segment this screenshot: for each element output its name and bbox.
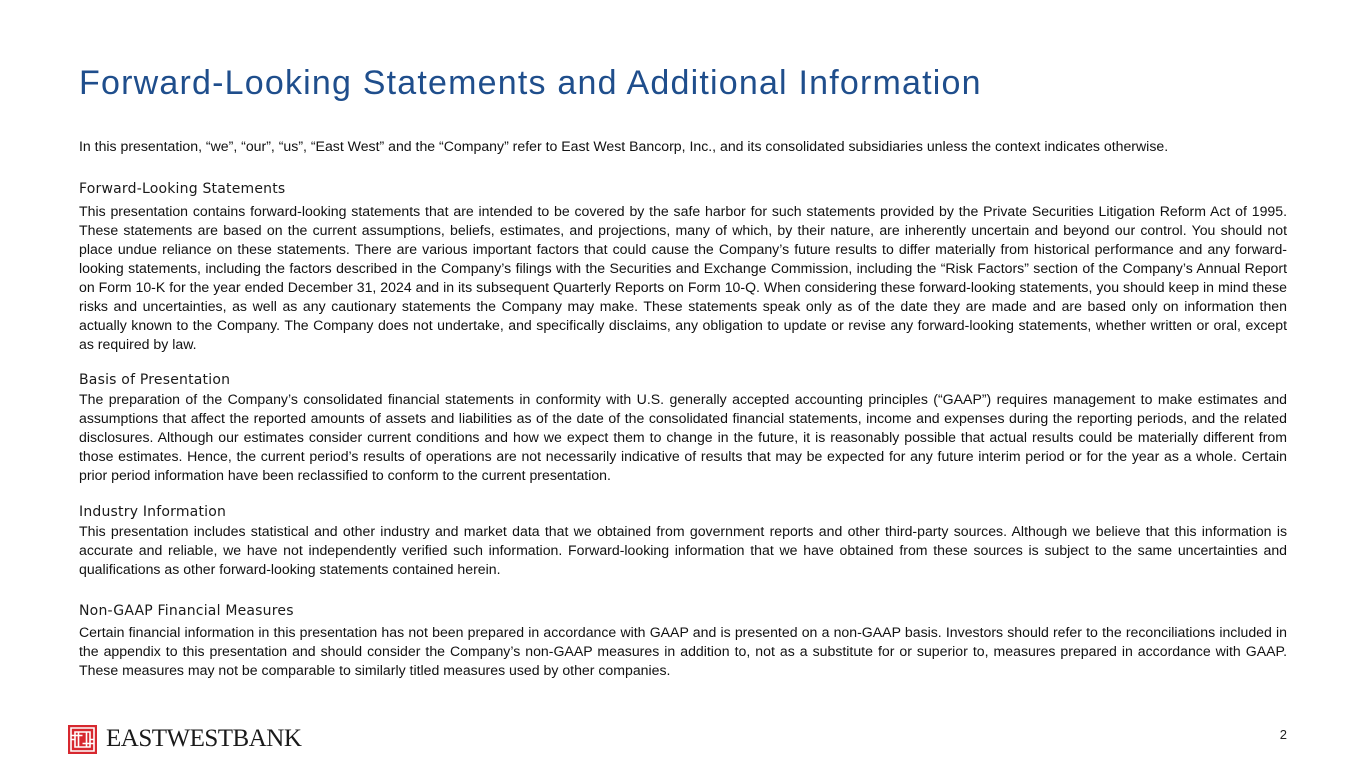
section-non-gaap-financial-measures (79, 602, 1287, 680)
section-body: This presentation contains forward-looking statements that are intended to be covered by the safe harbor for such statements provided by the Private Securities Litigation Reform Act of 1995. These statements are based on the current assumptions, beliefs, estimates, and projections, many of which, by their nature, are inherently uncertain and beyond our control. You should not place undue reliance on these statements. There are various important factors that could cause the Company’s future results to differ materially from historical performance and any forward-looking statements, including the factors described in the Company’s filings with the Securities and Exchange Commission, including the “Risk Factors” section of the Company’s Annual Report on Form 10-K for the year ended December 31, 2024 and in its subsequent Quarterly Reports on Form 10-Q. When considering these forward-looking statements, you should keep in mind these risks and uncertainties, as well as any cautionary statements the Company may make. These statements speak only as of the date they are made and are based only on information then actually known to the Company. The Company does not undertake, and specifically disclaims, any obligation to update or revise any forward-looking statements, whether written or oral, except as required by law. (79, 203, 1287, 352)
intro-text: In this presentation, “we”, “our”, “us”, “East West” and the “Company” refer to East West Bancorp, Inc., and its consolidated subsidiaries unless the context indicates otherwise. (79, 138, 1169, 154)
section-body: Certain financial information in this presentation has not been prepared in accordance with GAAP and is presented on a non-GAAP basis. Investors should refer to the reconciliations included in the appendix to this presentation and should consider the Company’s non-GAAP measures in addition to, not as a substitute for or superior to, measures prepared in accordance with GAAP. These measures may not be comparable to similarly titled measures used by other companies. (79, 624, 1287, 678)
section-heading: Industry Information (79, 504, 227, 520)
section-industry-information (79, 503, 1287, 579)
section-body: The preparation of the Company’s consolidated financial statements in conformity with U.S. generally accepted accounting principles (“GAAP”) requires management to make estimates and assumptions that affect the reported amounts of assets and liabilities as of the date of the consolidated financial statements, income and expenses during the reporting periods, and the related disclosures. Although our estimates consider current conditions and how we expect them to change in the future, it is reasonably possible that actual results could be materially different from those estimates. Hence, the current period’s results of operations are not necessarily indicative of results that may be expected for any future interim period or for the year as a whole. Certain prior period information have been reclassified to conform to the current presentation. (79, 391, 1287, 483)
east-west-bank-logo (68, 724, 301, 754)
east-west-bank-logo-icon (68, 725, 97, 754)
page-title: Forward-Looking Statements and Additional Information (79, 64, 982, 102)
page-number: 2 (1279, 727, 1287, 742)
section-basis-of-presentation (79, 371, 1287, 485)
section-body: This presentation includes statistical and other industry and market data that we obtained from government reports and other third-party sources. Although we believe that this information is accurate and reliable, we have not independently verified such information. Forward-looking information that we have obtained from these sources is subject to the same uncertainties and qualifications as other forward-looking statements contained herein. (79, 523, 1287, 577)
section-heading: Non-GAAP Financial Measures (79, 603, 294, 619)
logo-wordmark: EASTWESTBANK (106, 725, 302, 752)
section-heading: Basis of Presentation (79, 372, 231, 388)
section-forward-looking-statements (79, 180, 1287, 354)
section-heading: Forward-Looking Statements (79, 181, 286, 197)
